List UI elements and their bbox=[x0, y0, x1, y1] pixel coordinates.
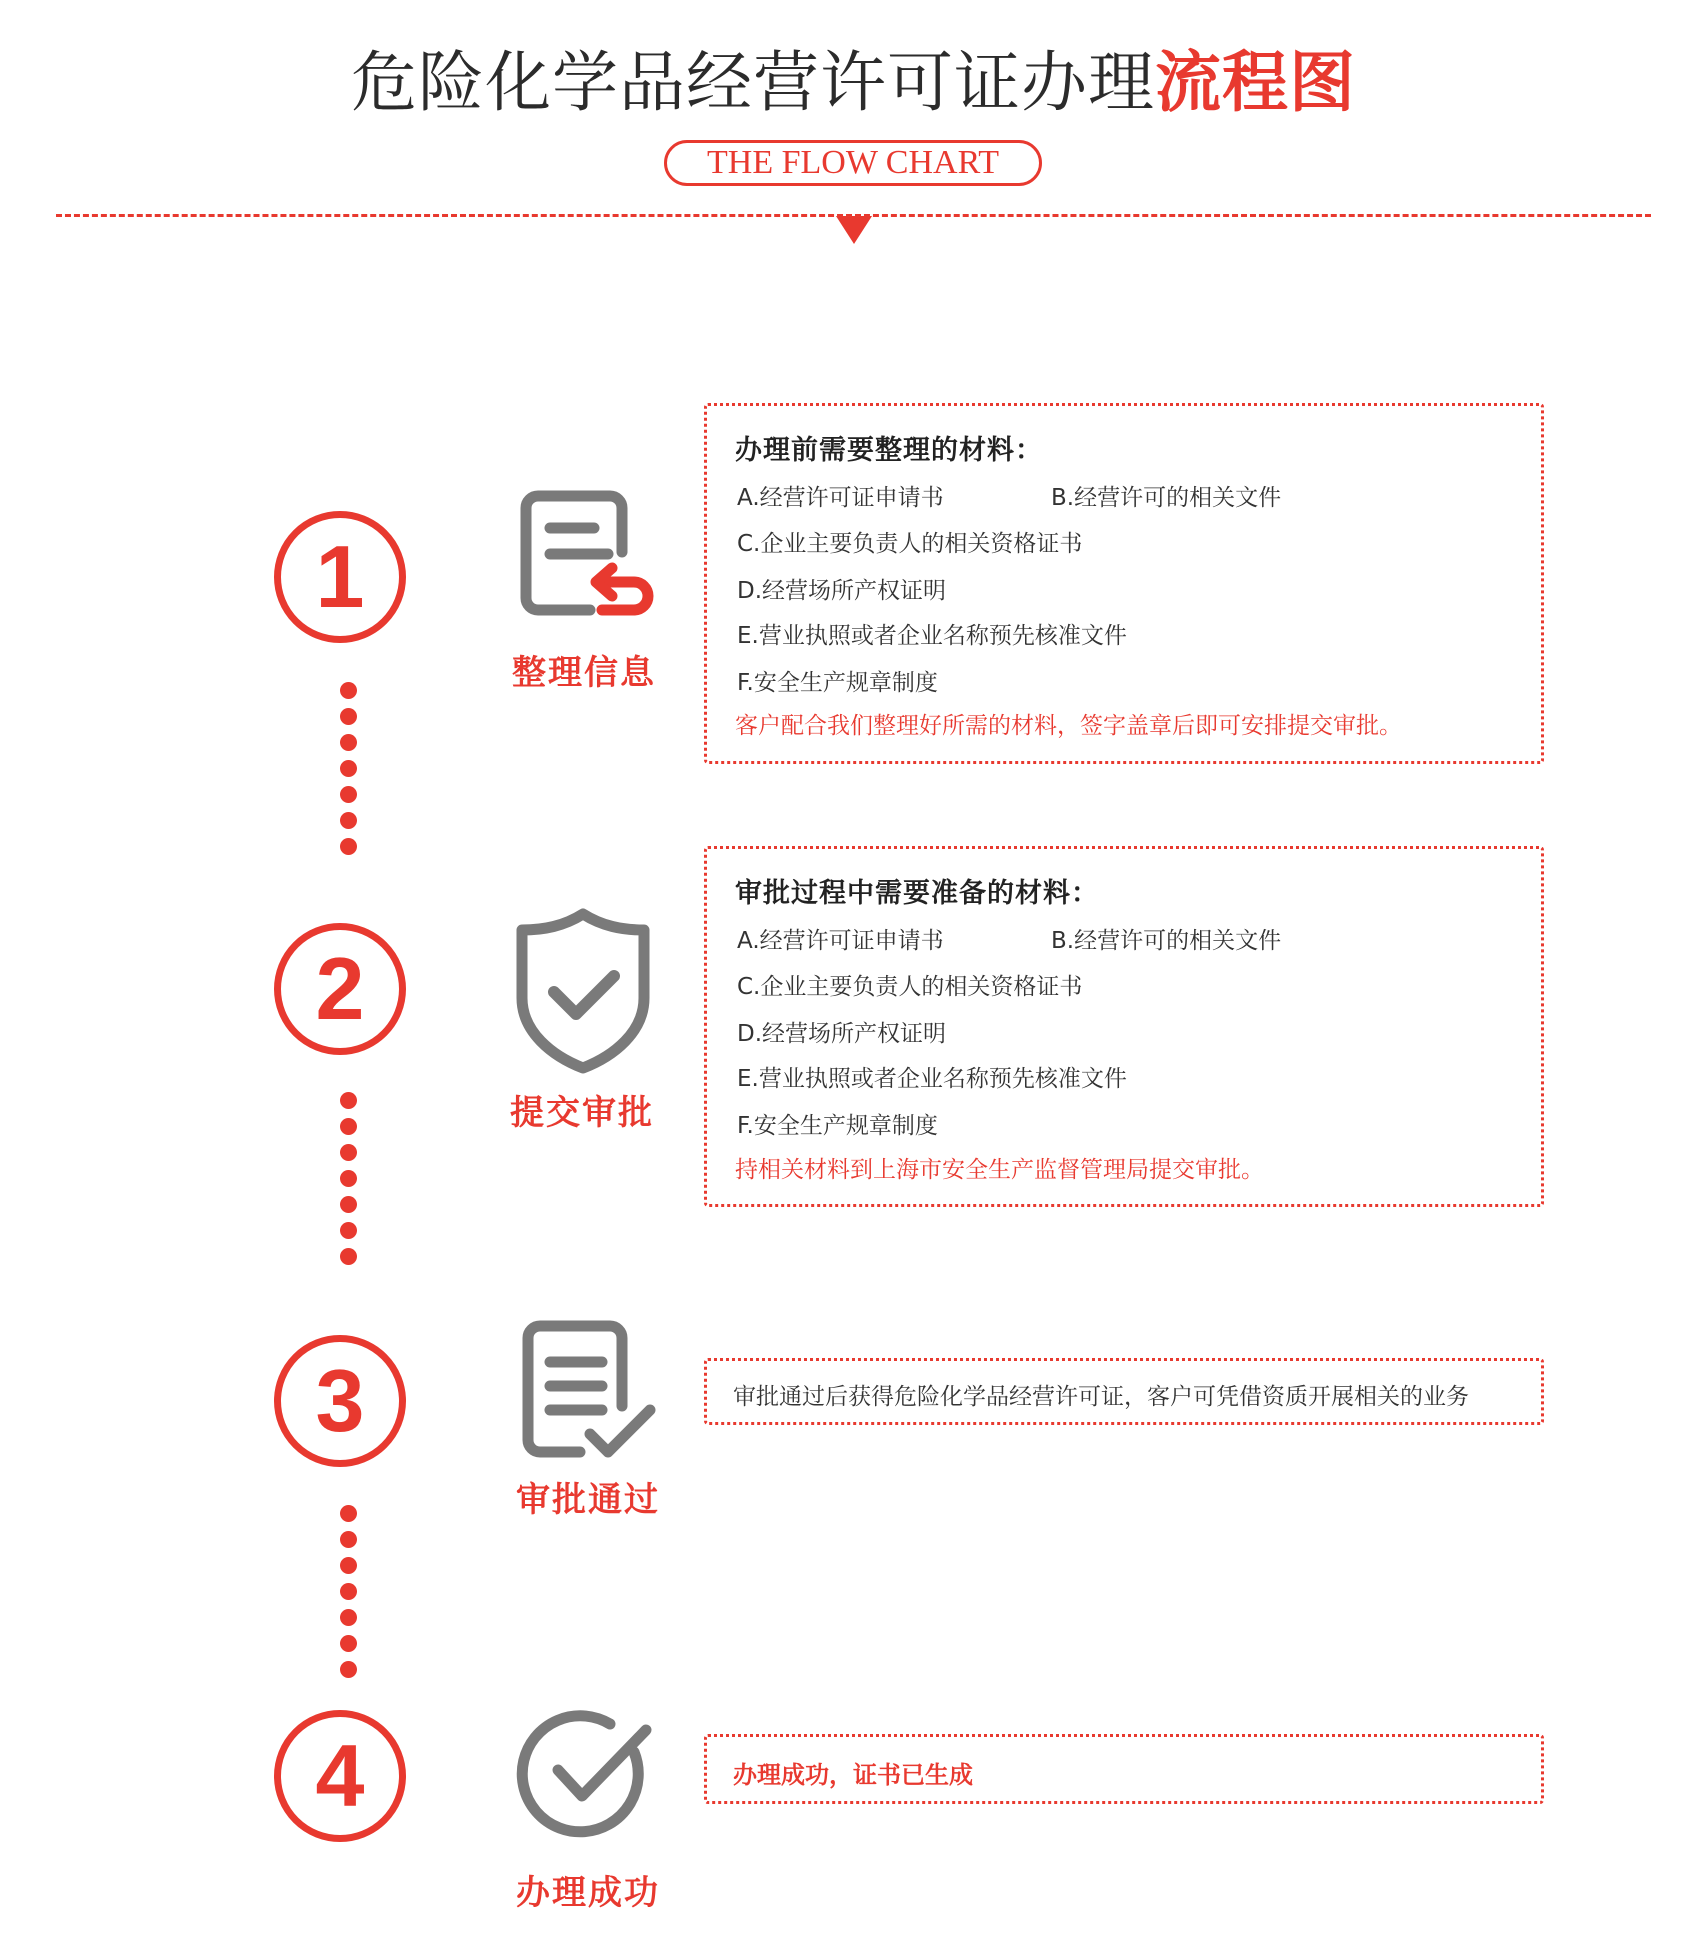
step-1-item-a: A.经营许可证申请书 bbox=[737, 485, 944, 511]
step-1-item-c: C.企业主要负责人的相关资格证书 bbox=[737, 531, 1083, 557]
step-3-text: 审批通过后获得危险化学品经营许可证，客户可凭借资质开展相关的业务 bbox=[733, 1384, 1469, 1410]
circle-check-icon bbox=[512, 1700, 662, 1854]
step-2-box bbox=[704, 846, 1544, 1207]
step-3-connector bbox=[338, 1505, 358, 1687]
down-arrow-icon bbox=[836, 216, 872, 244]
step-1-number: 1 bbox=[274, 511, 406, 643]
page-title bbox=[0, 38, 1707, 128]
step-1-item-b: B.经营许可的相关文件 bbox=[1051, 485, 1282, 511]
step-2-item-e: E.营业执照或者企业名称预先核准文件 bbox=[737, 1066, 1127, 1092]
step-1-item-e: E.营业执照或者企业名称预先核准文件 bbox=[737, 623, 1127, 649]
step-1-heading: 办理前需要整理的材料： bbox=[735, 435, 1043, 466]
step-2-label: 提交审批 bbox=[510, 1093, 654, 1133]
step-4-label: 办理成功 bbox=[516, 1873, 660, 1913]
step-1-box bbox=[704, 403, 1544, 764]
step-2-heading: 审批过程中需要准备的材料： bbox=[735, 878, 1099, 909]
step-4-text: 办理成功，证书已生成 bbox=[733, 1761, 973, 1789]
document-return-icon bbox=[510, 482, 660, 636]
step-2-item-b: B.经营许可的相关文件 bbox=[1051, 928, 1282, 954]
step-2-number: 2 bbox=[274, 923, 406, 1055]
title-main: 危险化学品经营许可证办理 bbox=[351, 44, 1155, 121]
title-accent: 流程图 bbox=[1155, 44, 1356, 121]
shield-check-icon bbox=[508, 906, 658, 1080]
step-4-number: 4 bbox=[274, 1710, 406, 1842]
step-4-box bbox=[704, 1734, 1544, 1804]
step-2-connector bbox=[338, 1092, 358, 1274]
step-3-box bbox=[704, 1358, 1544, 1425]
step-1-item-d: D.经营场所产权证明 bbox=[737, 578, 947, 604]
step-2-item-c: C.企业主要负责人的相关资格证书 bbox=[737, 974, 1083, 1000]
step-2-item-d: D.经营场所产权证明 bbox=[737, 1021, 947, 1047]
step-3-label: 审批通过 bbox=[516, 1480, 660, 1520]
step-1-label: 整理信息 bbox=[512, 653, 656, 693]
step-1-item-f: F.安全生产规章制度 bbox=[737, 670, 938, 696]
step-2-note: 持相关材料到上海市安全生产监督管理局提交审批。 bbox=[735, 1157, 1264, 1183]
step-1-note: 客户配合我们整理好所需的材料，签字盖章后即可安排提交审批。 bbox=[735, 713, 1402, 739]
step-3-number: 3 bbox=[274, 1335, 406, 1467]
step-2-item-f: F.安全生产规章制度 bbox=[737, 1113, 938, 1139]
step-2-item-a: A.经营许可证申请书 bbox=[737, 928, 944, 954]
step-1-connector bbox=[338, 682, 358, 864]
subtitle-badge: THE FLOW CHART bbox=[664, 140, 1042, 186]
document-check-icon bbox=[510, 1310, 670, 1474]
